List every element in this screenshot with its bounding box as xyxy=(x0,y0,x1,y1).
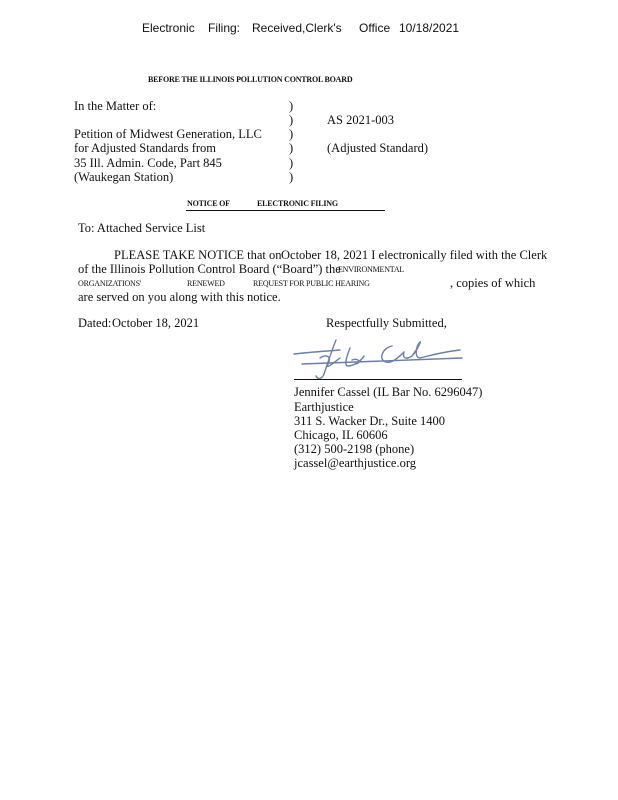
notice-line3-d: , copies of which xyxy=(450,276,536,290)
caption-in-matter: In the Matter of: xyxy=(74,99,157,113)
caption-paren: ) xyxy=(289,156,294,170)
notice-line1-a: PLEASE TAKE NOTICE that on xyxy=(114,248,282,262)
caption-petition-line1: Petition of Midwest Generation, LLC xyxy=(74,127,262,141)
notice-title-part2: ELECTRONIC FILING xyxy=(257,199,338,208)
signature-phone: (312) 500-2198 (phone) xyxy=(294,442,415,456)
signature-image xyxy=(292,334,472,384)
filing-header-date: 10/18/2021 xyxy=(399,21,460,35)
dated-date: October 18, 2021 xyxy=(112,316,200,330)
notice-line3-c: REQUEST FOR PUBLIC HEARING xyxy=(253,279,370,288)
dated-label: Dated: xyxy=(78,316,112,330)
filing-header-electronic: Electronic xyxy=(142,21,195,35)
caption-petition-line3: 35 Ill. Admin. Code, Part 845 xyxy=(74,156,222,170)
notice-line3-a: ORGANIZATIONS' xyxy=(78,279,142,288)
filing-header-received: Received,Clerk's xyxy=(252,21,342,35)
case-type: (Adjusted Standard) xyxy=(327,141,429,155)
caption-petition-line2: for Adjusted Standards from xyxy=(74,141,216,155)
signature-line xyxy=(294,379,462,380)
notice-title-part1: NOTICE OF xyxy=(187,199,230,208)
notice-line1-b: October 18, 2021 I electronically filed with the Clerk xyxy=(281,248,548,262)
signature-address1: 311 S. Wacker Dr., Suite 1400 xyxy=(294,414,446,428)
board-title: BEFORE THE ILLINOIS POLLUTION CONTROL BOARD xyxy=(148,75,353,84)
signature-email: jcassel@earthjustice.org xyxy=(294,456,417,470)
notice-line2-b: ENVIRONMENTAL xyxy=(338,265,405,274)
to-line: To: Attached Service List xyxy=(78,221,206,235)
notice-line4: are served on you along with this notice. xyxy=(78,290,281,304)
filing-header-office: Office xyxy=(359,21,391,35)
caption-petition-line4: (Waukegan Station) xyxy=(74,170,174,184)
signature-org: Earthjustice xyxy=(294,400,354,414)
signature-name: Jennifer Cassel (IL Bar No. 6296047) xyxy=(294,385,483,399)
caption-paren: ) xyxy=(289,113,294,127)
signature-address2: Chicago, IL 60606 xyxy=(294,428,388,442)
closing-line: Respectfully Submitted, xyxy=(326,316,447,330)
caption-paren: ) xyxy=(289,170,294,184)
filing-header-filing: Filing: xyxy=(208,21,241,35)
caption-paren: ) xyxy=(289,99,294,113)
case-number: AS 2021-003 xyxy=(327,113,395,127)
notice-line3-b: RENEWED xyxy=(187,279,225,288)
notice-title-underline xyxy=(186,210,385,211)
caption-paren: ) xyxy=(289,127,294,141)
notice-line2-a: of the Illinois Pollution Control Board (“Board”) the xyxy=(78,262,341,276)
caption-paren: ) xyxy=(289,141,294,155)
